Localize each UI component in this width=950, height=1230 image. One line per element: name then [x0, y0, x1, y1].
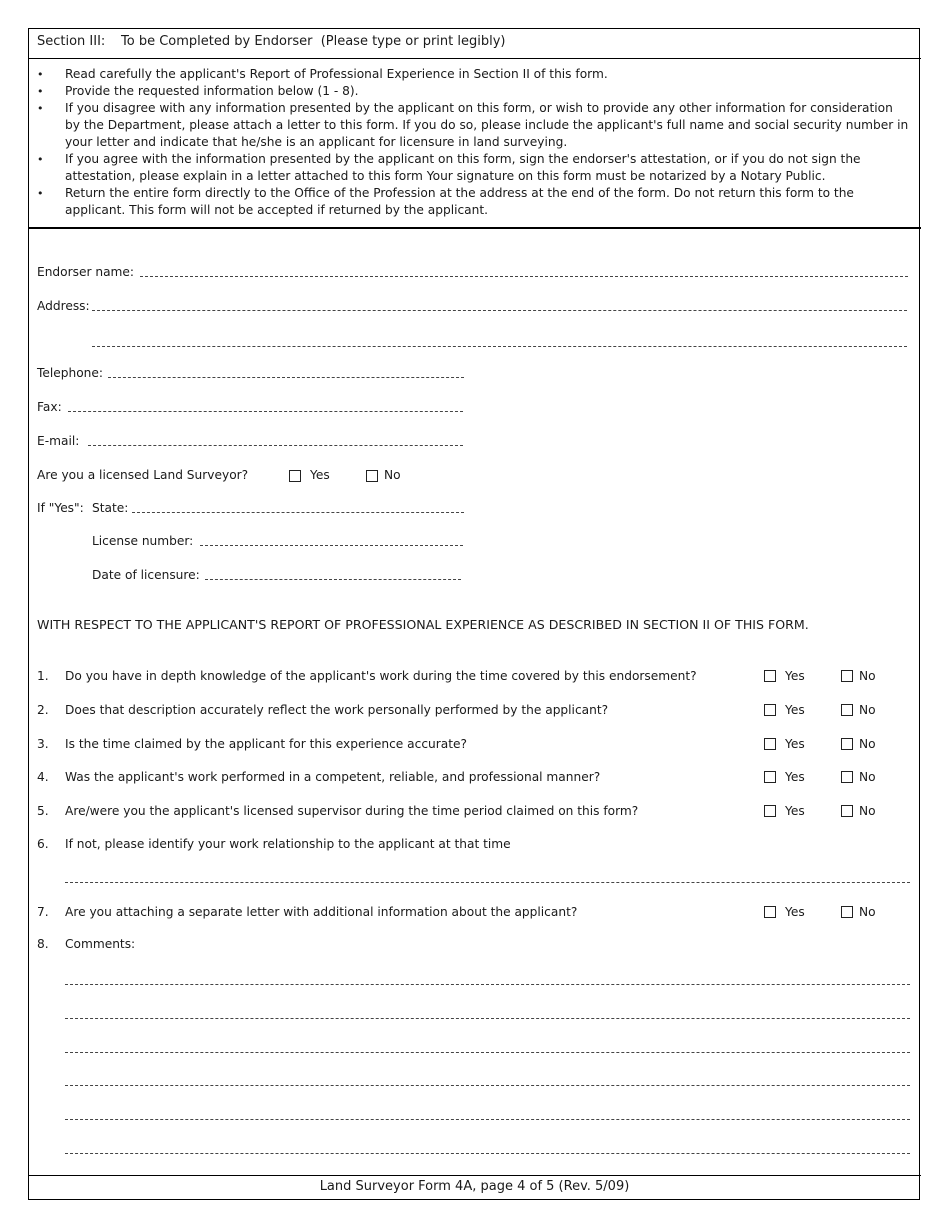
question-3-no-label: No	[859, 737, 876, 751]
instruction-5: Return the entire form directly to the Office of the Profession at the address at the end of the form. Do not return this form to the applicant. This form will not be accepted if returned by the applicant.	[65, 186, 854, 217]
email-label: E-mail:	[37, 434, 80, 448]
licensed-no-checkbox[interactable]	[366, 470, 378, 482]
question-3-no-checkbox[interactable]	[841, 738, 853, 750]
bullet-icon: •	[37, 85, 44, 98]
comments-line-2[interactable]	[65, 1018, 910, 1019]
question-7-no-label: No	[859, 905, 876, 919]
header-divider	[28, 58, 921, 59]
bullet-icon: •	[37, 102, 44, 115]
address-label: Address:	[37, 299, 90, 313]
instruction-3: If you disagree with any information presented by the applicant on this form, or wish to provide any other information for consideration by the Department, please attach a letter to this form. If you do so, please include the applicant's full name and social security number in your letter and indicate that he/she is an applicant for licensure in land surveying.	[65, 101, 909, 149]
question-4-no-checkbox[interactable]	[841, 771, 853, 783]
question-1-yes-label: Yes	[785, 669, 805, 683]
question-3-text: Is the time claimed by the applicant for this experience accurate?	[65, 737, 467, 751]
bullet-icon: •	[37, 68, 44, 81]
address-field-line-1[interactable]	[92, 310, 907, 311]
if-yes-label: If "Yes":	[37, 501, 84, 515]
question-7-yes-checkbox[interactable]	[764, 906, 776, 918]
question-2-no-label: No	[859, 703, 876, 717]
question-5-no-checkbox[interactable]	[841, 805, 853, 817]
question-2-yes-label: Yes	[785, 703, 805, 717]
telephone-field[interactable]	[108, 377, 464, 378]
licensed-yes-checkbox[interactable]	[289, 470, 301, 482]
date-of-licensure-label: Date of licensure:	[92, 568, 200, 582]
license-number-label: License number:	[92, 534, 194, 548]
comments-line-3[interactable]	[65, 1052, 910, 1053]
licensed-no-label: No	[384, 468, 401, 482]
question-7-number: 7.	[37, 905, 49, 919]
date-of-licensure-field[interactable]	[205, 579, 461, 580]
instruction-4: If you agree with the information presented by the applicant on this form, sign the endorser's attestation, or if you do not sign the attestation, please explain in a letter attached to this form Your signature on this form must be notarized by a Notary Public.	[65, 152, 861, 183]
question-3-number: 3.	[37, 737, 49, 751]
state-field[interactable]	[132, 512, 464, 513]
question-4-number: 4.	[37, 770, 49, 784]
question-4-yes-label: Yes	[785, 770, 805, 784]
comments-line-6[interactable]	[65, 1153, 910, 1154]
fax-label: Fax:	[37, 400, 62, 414]
question-7-no-checkbox[interactable]	[841, 906, 853, 918]
fax-field[interactable]	[68, 411, 463, 412]
comments-line-5[interactable]	[65, 1119, 910, 1120]
work-relationship-field[interactable]	[65, 882, 910, 883]
question-6-number: 6.	[37, 837, 49, 851]
bullet-icon: •	[37, 153, 44, 166]
section-title: To be Completed by Endorser (Please type or print legibly)	[121, 34, 506, 49]
footer-divider	[28, 1175, 921, 1176]
question-1-text: Do you have in depth knowledge of the applicant's work during the time covered by this endorsement?	[65, 669, 697, 683]
question-2-number: 2.	[37, 703, 49, 717]
question-5-no-label: No	[859, 804, 876, 818]
license-number-field[interactable]	[200, 545, 463, 546]
address-field-line-2[interactable]	[92, 346, 907, 347]
question-1-no-label: No	[859, 669, 876, 683]
question-1-no-checkbox[interactable]	[841, 670, 853, 682]
question-4-text: Was the applicant's work performed in a competent, reliable, and professional manner?	[65, 770, 601, 784]
question-3-yes-label: Yes	[785, 737, 805, 751]
footer-text: Land Surveyor Form 4A, page 4 of 5 (Rev. 5/09)	[319, 1179, 630, 1194]
question-1-yes-checkbox[interactable]	[764, 670, 776, 682]
question-7-text: Are you attaching a separate letter with additional information about the applicant?	[65, 905, 578, 919]
instructions-divider	[28, 227, 921, 229]
telephone-label: Telephone:	[37, 366, 103, 380]
question-2-text: Does that description accurately reflect the work personally performed by the applicant?	[65, 703, 609, 717]
question-2-no-checkbox[interactable]	[841, 704, 853, 716]
question-3-yes-checkbox[interactable]	[764, 738, 776, 750]
respect-heading: WITH RESPECT TO THE APPLICANT'S REPORT OF PROFESSIONAL EXPERIENCE AS DESCRIBED IN SECTION II OF THIS FORM.	[37, 617, 809, 632]
state-label: State:	[92, 501, 129, 515]
bullet-icon: •	[37, 187, 44, 200]
question-5-text: Are/were you the applicant's licensed supervisor during the time period claimed on this form?	[65, 804, 639, 818]
question-5-number: 5.	[37, 804, 49, 818]
question-8-text: Comments:	[65, 937, 136, 951]
question-1-number: 1.	[37, 669, 49, 683]
question-8-number: 8.	[37, 937, 49, 951]
question-7-yes-label: Yes	[785, 905, 805, 919]
question-5-yes-checkbox[interactable]	[764, 805, 776, 817]
licensed-question: Are you a licensed Land Surveyor?	[37, 468, 249, 482]
question-5-yes-label: Yes	[785, 804, 805, 818]
endorser-name-label: Endorser name:	[37, 265, 135, 279]
email-field[interactable]	[88, 445, 463, 446]
comments-line-1[interactable]	[65, 984, 910, 985]
question-6-text: If not, please identify your work relationship to the applicant at that time	[65, 837, 511, 851]
instruction-1: Read carefully the applicant's Report of Professional Experience in Section II of this form.	[65, 67, 608, 81]
question-4-yes-checkbox[interactable]	[764, 771, 776, 783]
section-label: Section III:	[37, 34, 106, 49]
endorser-name-field[interactable]	[140, 276, 908, 277]
comments-line-4[interactable]	[65, 1085, 910, 1086]
licensed-yes-label: Yes	[310, 468, 330, 482]
instruction-2: Provide the requested information below (1 - 8).	[65, 84, 359, 98]
question-2-yes-checkbox[interactable]	[764, 704, 776, 716]
question-4-no-label: No	[859, 770, 876, 784]
